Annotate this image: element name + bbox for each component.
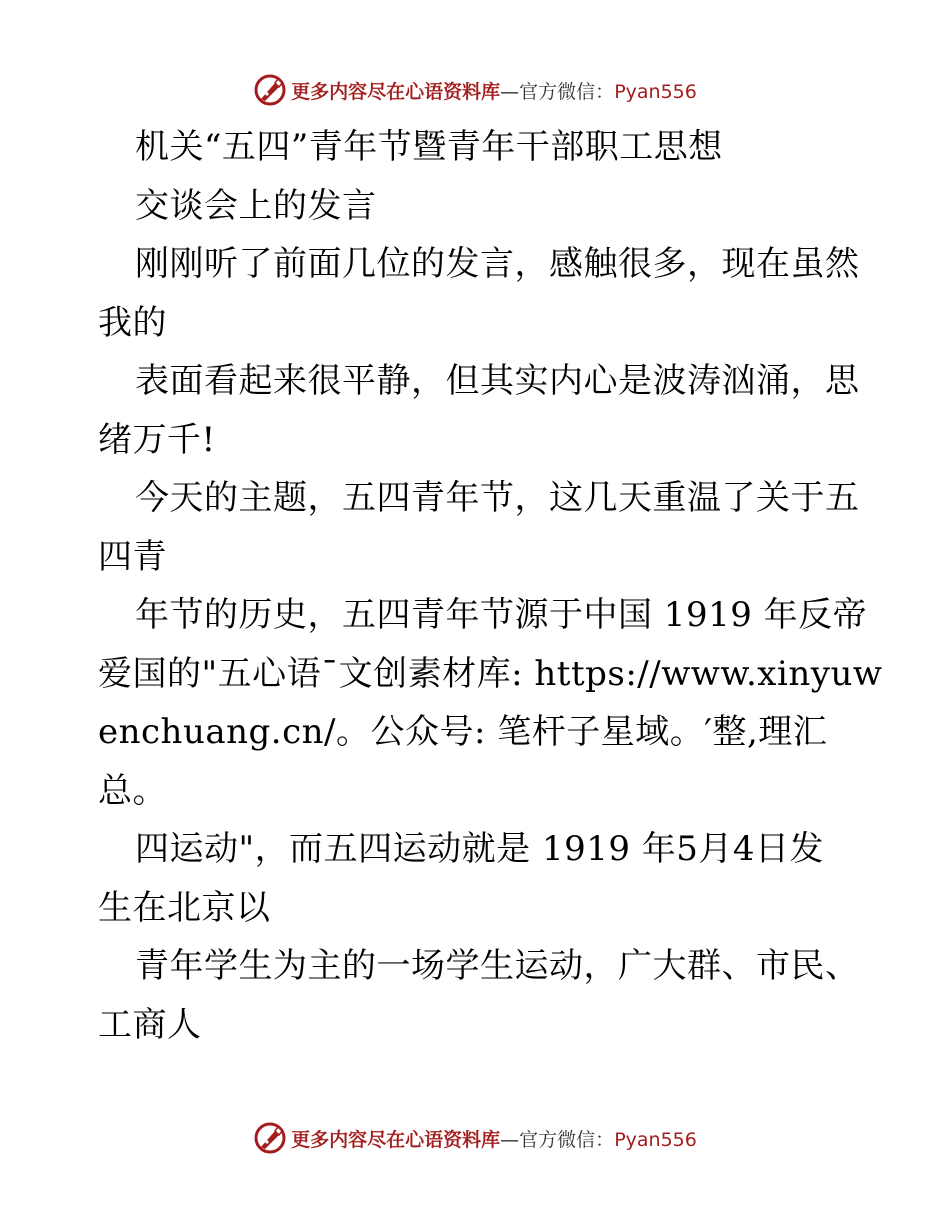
footer-watermark [0,1118,950,1158]
watermark-separator: — [500,80,520,103]
watermark-text [291,1125,697,1152]
pen-logo-icon [253,73,287,107]
watermark-main-text: 更多内容尽在心语资料库 [291,80,501,103]
text-line: enchuang.cn/。公众号: 笔杆子星域。′整,理汇 [98,712,828,752]
text-line: 我的 [98,302,167,343]
text-line: 机关“五四”青年节暨青年干部职工思想 [135,127,723,167]
header-watermark [0,70,950,110]
watermark-wechat-label: 官方微信： [519,1128,615,1151]
text-line: 刚刚听了前面几位的发言，感触很多，现在虽然 [135,244,860,284]
text-line: 青年学生为主的一场学生运动，广大群、市民、 [135,946,860,986]
watermark-wechat-id: Pyan556 [614,1128,697,1151]
pen-logo-icon [253,1121,287,1155]
text-line: 工商人 [98,1004,202,1045]
watermark-separator: — [500,1128,520,1151]
text-line: 绪万千! [98,419,216,460]
text-line: 总。 [98,770,167,811]
watermark-wechat-id: Pyan556 [614,80,697,103]
text-line: 今天的主题，五四青年节，这几天重温了关于五 [135,478,860,518]
text-line: 交谈会上的发言 [135,185,377,226]
text-line: 四运动"，而五四运动就是 1919 年5月4日发 [135,829,825,869]
text-line: 年节的历史，五四青年节源于中国 1919 年反帝 [135,595,868,635]
watermark-text [291,77,697,104]
text-line: 四青 [98,536,167,577]
watermark-wechat-label: 官方微信： [519,80,615,103]
text-line: 表面看起来很平静，但其实内心是波涛汹涌，思 [135,361,860,401]
text-line: 生在北京以 [98,887,271,928]
document-body [98,118,883,1054]
watermark-main-text: 更多内容尽在心语资料库 [291,1128,501,1151]
text-line: 爱国的"五心语¯文创素材库: https://www.xinyuw [98,653,883,694]
